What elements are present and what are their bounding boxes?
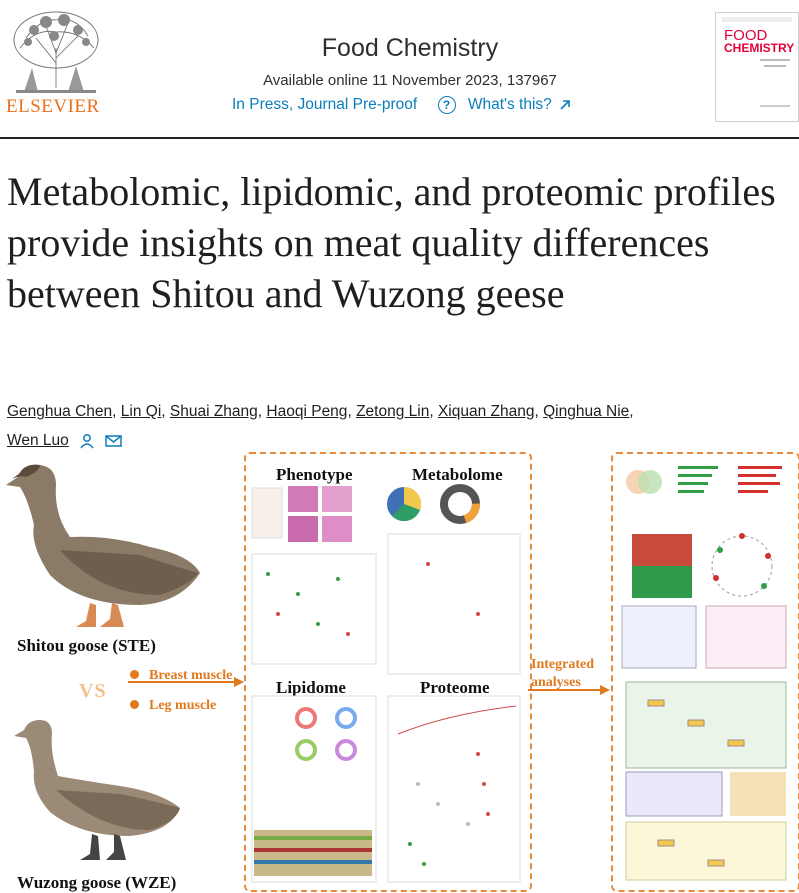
journal-title[interactable]: Food Chemistry	[321, 34, 499, 62]
cover-decoration	[716, 13, 798, 121]
lipidome-label: Lipidome	[276, 678, 346, 697]
integrated-analyses-label: Integrated analyses	[531, 657, 594, 690]
status-links	[232, 96, 571, 114]
article-header	[0, 0, 799, 138]
availability-text: Available online 11 November 2023, 137967	[263, 72, 557, 89]
email-icon[interactable]	[105, 434, 122, 448]
shitou-goose-image	[0, 455, 210, 635]
proteome-label: Proteome	[420, 678, 490, 697]
metabolome-label: Metabolome	[412, 465, 503, 484]
wuzong-goose-label: Wuzong goose (WZE)	[17, 873, 177, 892]
author-link[interactable]: Zetong Lin	[356, 403, 430, 420]
author-link[interactable]: Haoqi Peng	[266, 403, 348, 420]
wuzong-goose-image	[10, 712, 190, 872]
bullet-icon	[130, 670, 139, 679]
vs-label: VS	[79, 680, 107, 702]
phenotype-label: Phenotype	[276, 465, 353, 484]
cover-title-line1: FOOD	[724, 27, 768, 44]
omics-thumbnails	[248, 484, 526, 886]
question-icon[interactable]: ?	[438, 96, 456, 114]
elsevier-wordmark[interactable]: ELSEVIER	[6, 96, 100, 117]
in-press-link[interactable]: In Press, Journal Pre-proof	[232, 96, 418, 113]
integrated-thumbnails	[618, 460, 790, 884]
author-link[interactable]: Wen Luo	[7, 432, 69, 449]
leg-muscle-label: Leg muscle	[130, 698, 216, 714]
cover-title-line2: CHEMISTRY	[724, 41, 795, 55]
whats-this-link[interactable]: What's this?	[467, 96, 552, 113]
author-list: Genghua Chen, Lin Qi, Shuai Zhang, Haoqi Peng, Zetong Lin, Xiquan Zhang, Qinghua Nie, Wen Luo	[7, 403, 634, 449]
article-title: Metabolomic, lipidomic, and proteomic profiles provide insights on meat quality differences between Shitou and Wuzong geese	[7, 169, 776, 316]
author-link[interactable]: Xiquan Zhang	[437, 403, 535, 420]
bullet-icon	[130, 700, 139, 709]
header-divider	[0, 137, 799, 139]
person-icon[interactable]	[79, 433, 95, 449]
author-link[interactable]: Genghua Chen	[7, 403, 113, 420]
author-link[interactable]: Shuai Zhang	[169, 403, 258, 420]
breast-muscle-label: Breast muscle	[130, 668, 232, 684]
author-link[interactable]: Qinghua Nie	[543, 403, 630, 420]
external-link-icon[interactable]	[559, 99, 571, 111]
journal-cover-thumbnail[interactable]	[715, 12, 799, 122]
shitou-goose-label: Shitou goose (STE)	[17, 636, 156, 655]
author-link[interactable]: Lin Qi	[120, 403, 162, 420]
